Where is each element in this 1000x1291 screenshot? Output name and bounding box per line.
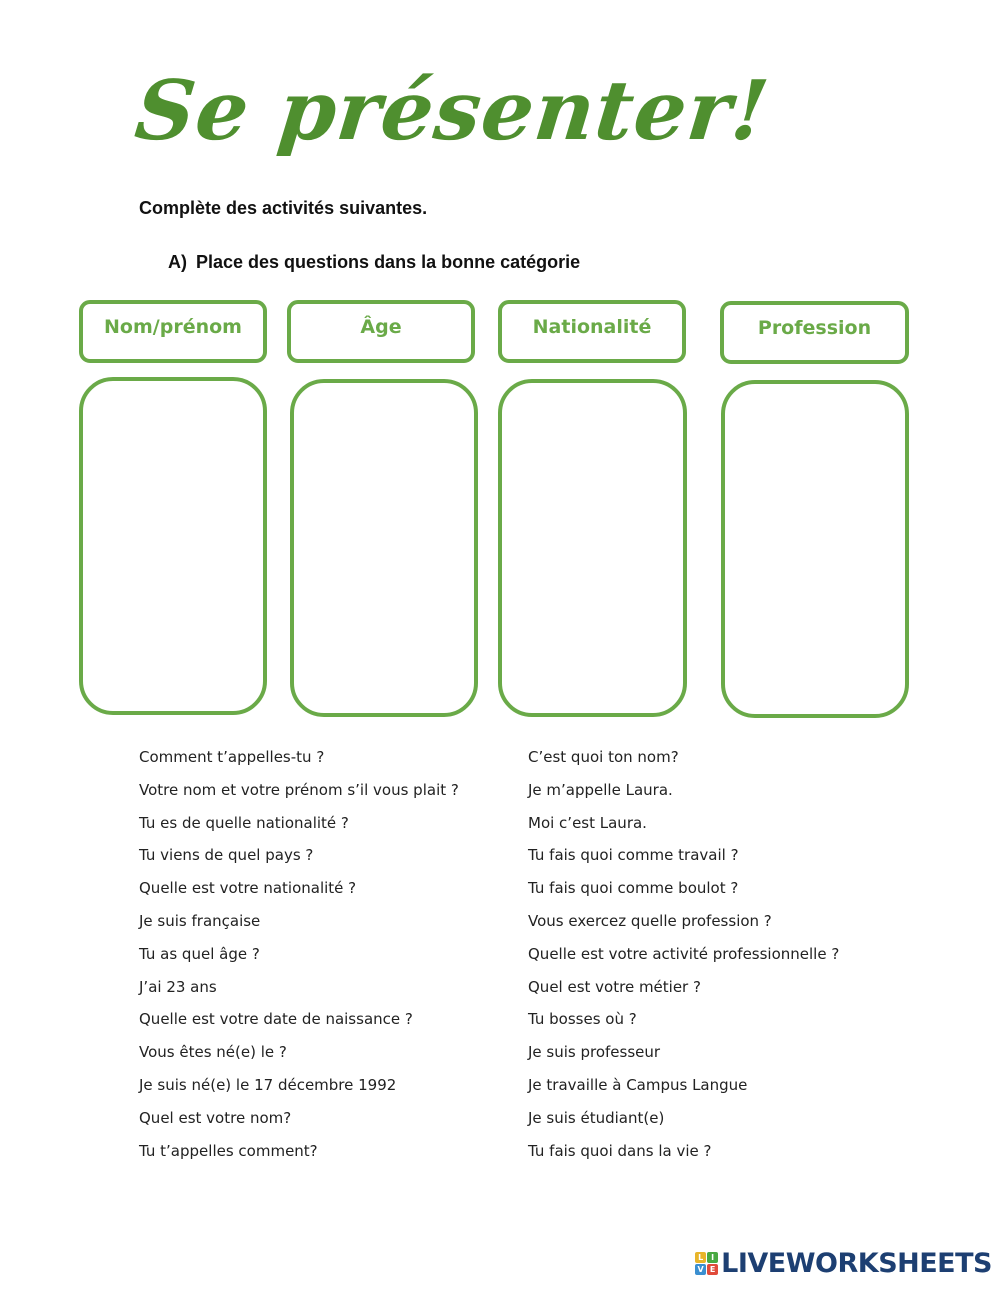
logo-block: L <box>695 1252 706 1263</box>
question-item[interactable]: Tu viens de quel pays ? <box>139 846 314 865</box>
question-item[interactable]: Tu fais quoi comme travail ? <box>528 846 739 865</box>
question-item[interactable]: C’est quoi ton nom? <box>528 748 679 766</box>
section-text: Place des questions dans la bonne catégorie <box>196 252 581 272</box>
question-item[interactable]: Vous exercez quelle profession ? <box>528 911 772 930</box>
question-item[interactable]: Tu fais quoi dans la vie ? <box>528 1141 712 1160</box>
question-item[interactable]: Je suis française <box>139 911 261 930</box>
liveworksheets-logo <box>695 1248 992 1279</box>
question-item[interactable]: Tu bosses où ? <box>528 1010 637 1029</box>
question-item[interactable]: Quel est votre métier ? <box>528 977 701 996</box>
question-item[interactable]: Tu fais quoi comme boulot ? <box>528 879 739 898</box>
question-list-left <box>139 745 459 1171</box>
instruction-text: Complète des activités suivantes. <box>139 198 428 218</box>
question-item[interactable]: Tu as quel âge ? <box>139 944 260 963</box>
category-header-profession: Profession <box>720 301 909 364</box>
question-item[interactable]: Votre nom et votre prénom s’il vous plait ? <box>139 780 459 799</box>
question-item[interactable]: Quelle est votre date de naissance ? <box>139 1010 413 1029</box>
logo-block: E <box>707 1264 718 1275</box>
logo-block: I <box>707 1252 718 1263</box>
section-heading <box>168 252 580 273</box>
question-item[interactable]: Moi c’est Laura. <box>528 813 647 832</box>
question-item[interactable]: Quelle est votre nationalité ? <box>139 879 357 898</box>
drop-zone-profession[interactable] <box>721 380 909 718</box>
drop-zone-nom-prenom[interactable] <box>79 377 267 715</box>
question-item[interactable]: Quelle est votre activité professionnelle ? <box>528 944 840 963</box>
logo-blocks-icon <box>695 1252 718 1275</box>
question-item[interactable]: Vous êtes né(e) le ? <box>139 1043 287 1062</box>
category-header-nationalite: Nationalité <box>498 300 686 363</box>
question-item[interactable]: Je suis étudiant(e) <box>528 1108 665 1127</box>
question-item[interactable]: Je m’appelle Laura. <box>528 780 673 799</box>
question-list-right <box>528 745 839 1171</box>
question-item[interactable]: Je travaille à Campus Langue <box>528 1075 748 1094</box>
logo-block: V <box>695 1264 706 1275</box>
drop-zone-nationalite[interactable] <box>498 379 687 717</box>
question-item[interactable]: Tu t’appelles comment? <box>139 1141 318 1160</box>
question-item[interactable]: Je suis né(e) le 17 décembre 1992 <box>139 1075 397 1094</box>
question-item[interactable]: Quel est votre nom? <box>139 1108 292 1127</box>
category-header-nom-prenom: Nom/prénom <box>79 300 267 363</box>
question-item[interactable]: Je suis professeur <box>528 1043 661 1062</box>
question-item[interactable]: Comment t’appelles-tu ? <box>139 748 325 766</box>
worksheet-title: Se présenter! <box>130 63 774 159</box>
category-header-age: Âge <box>287 300 475 363</box>
drop-zone-age[interactable] <box>290 379 478 717</box>
question-item[interactable]: Tu es de quelle nationalité ? <box>139 813 349 832</box>
section-letter: A) <box>168 252 187 272</box>
logo-text: LIVEWORKSHEETS <box>721 1248 992 1279</box>
question-item[interactable]: J’ai 23 ans <box>139 977 217 996</box>
